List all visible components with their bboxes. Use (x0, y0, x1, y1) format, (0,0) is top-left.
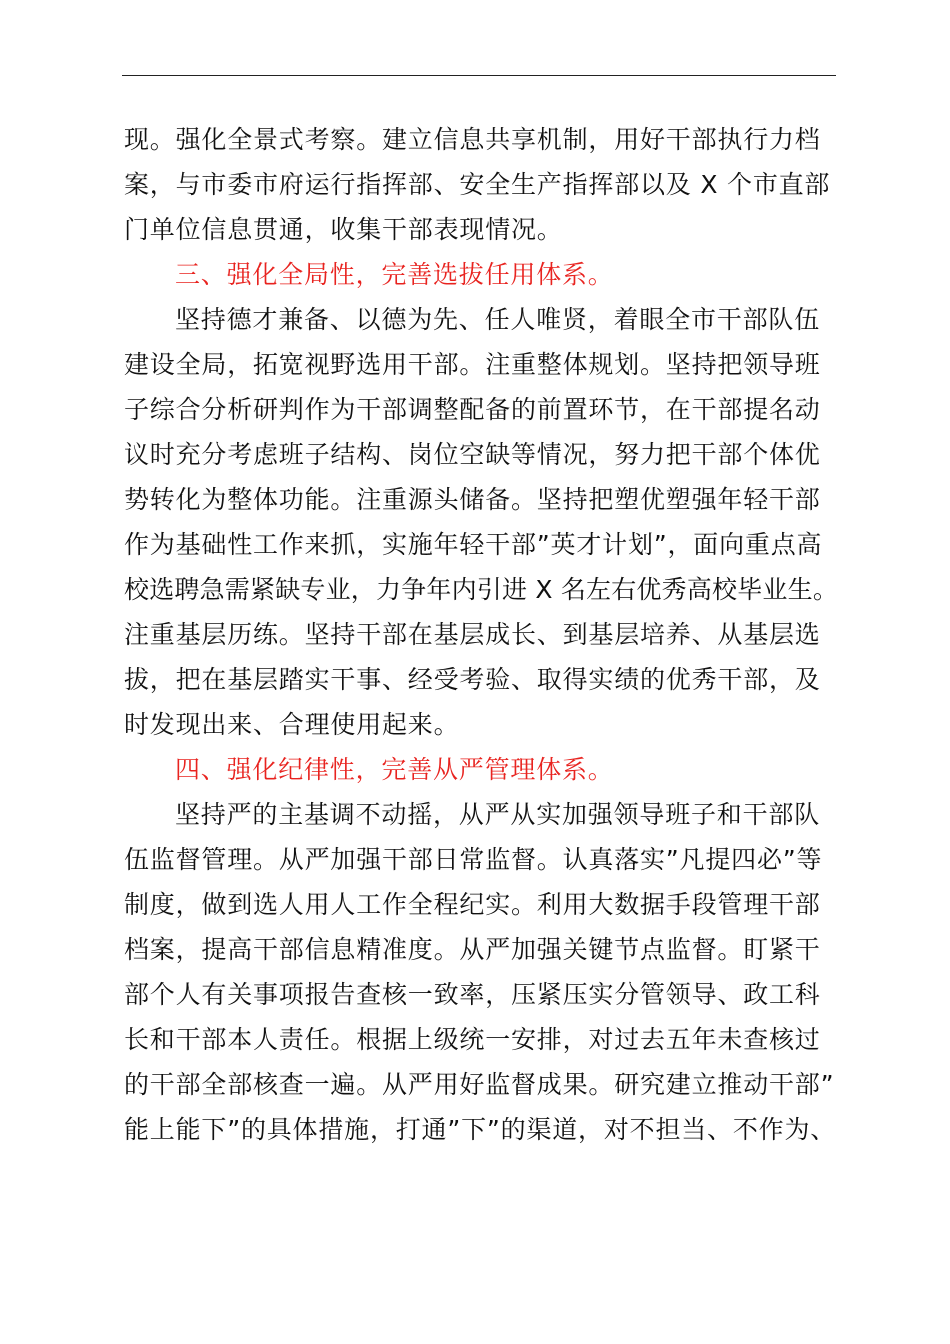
body-line: 能上能下”的具体措施，打通”下”的渠道，对不担当、不作为、 (124, 1115, 837, 1144)
body-line: 时发现出来、合理使用起来。 (124, 710, 460, 739)
body-line: 案，与市委市府运行指挥部、安全生产指挥部以及 X 个市直部 (124, 170, 831, 199)
body-line: 制度，做到选人用人工作全程纪实。利用大数据手段管理干部 (124, 890, 821, 919)
body-line: 长和干部本人责任。根据上级统一安排，对过去五年未查核过 (124, 1025, 821, 1054)
body-line: 坚持严的主基调不动摇，从严从实加强领导班子和干部队 (175, 800, 821, 829)
section-heading-4: 四、强化纪律性，完善从严管理体系。 (175, 755, 614, 784)
body-line: 作为基础性工作来抓，实施年轻干部”英才计划”，面向重点高 (124, 530, 823, 559)
body-line: 子综合分析研判作为干部调整配备的前置环节，在干部提名动 (124, 395, 821, 424)
body-line: 建设全局，拓宽视野选用干部。注重整体规划。坚持把领导班 (124, 350, 821, 379)
body-line: 部个人有关事项报告查核一致率，压紧压实分管领导、政工科 (124, 980, 821, 1009)
body-line: 注重基层历练。坚持干部在基层成长、到基层培养、从基层选 (124, 620, 821, 649)
body-line: 校选聘急需紧缺专业，力争年内引进 X 名左右优秀高校毕业生。 (124, 575, 839, 604)
body-line: 门单位信息贯通，收集干部表现情况。 (124, 215, 563, 244)
header-rule (122, 75, 836, 76)
body-line: 议时充分考虑班子结构、岗位空缺等情况，努力把干部个体优 (124, 440, 821, 469)
body-line: 坚持德才兼备、以德为先、任人唯贤，着眼全市干部队伍 (175, 305, 821, 334)
section-heading-3: 三、强化全局性，完善选拔任用体系。 (175, 260, 614, 289)
body-line: 拔，把在基层踏实干事、经受考验、取得实绩的优秀干部，及 (124, 665, 821, 694)
body-line: 伍监督管理。从严加强干部日常监督。认真落实”凡提四必”等 (124, 845, 823, 874)
body-line: 的干部全部核查一遍。从严用好监督成果。研究建立推动干部” (124, 1070, 835, 1099)
body-line: 势转化为整体功能。注重源头储备。坚持把塑优塑强年轻干部 (124, 485, 821, 514)
body-line: 档案，提高干部信息精准度。从严加强关键节点监督。盯紧干 (124, 935, 821, 964)
body-line: 现。强化全景式考察。建立信息共享机制，用好干部执行力档 (124, 125, 821, 154)
